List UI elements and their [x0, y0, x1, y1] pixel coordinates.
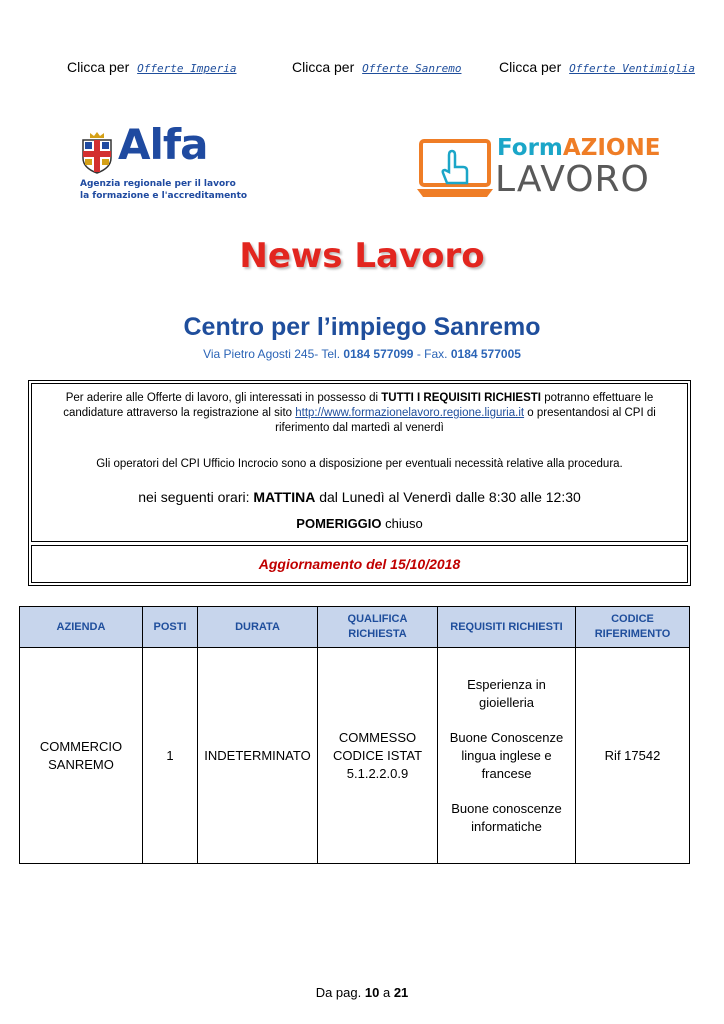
- top-link-sanremo: [292, 59, 461, 75]
- form-text: Form: [497, 135, 563, 161]
- page-footer: [0, 985, 724, 1000]
- cell-requisiti: [438, 648, 576, 864]
- top-links: [0, 59, 724, 79]
- footer-separator: a: [382, 985, 391, 1000]
- update-panel: [31, 545, 688, 583]
- footer-total: 21: [393, 985, 409, 1000]
- header-durata: DURATA: [198, 607, 318, 648]
- formazione-lavoro-logo: [417, 135, 677, 205]
- update-date: Aggiornamento del 15/10/2018: [258, 556, 461, 572]
- alfa-subtitle: [80, 178, 247, 202]
- header-qualifica: QUALIFICA RICHIESTA: [318, 607, 438, 648]
- info-panel: [31, 383, 688, 542]
- info-box: [28, 380, 691, 586]
- telephone-number: 0184 577099: [343, 347, 414, 361]
- requirement-item: Esperienza in gioielleria: [467, 676, 546, 710]
- info-hours-morning: [38, 489, 681, 505]
- requirement-item: Buone Conoscenze lingua inglese e francese: [449, 729, 564, 781]
- info-requirements-emphasis: TUTTI I REQUISITI RICHIESTI: [381, 392, 541, 404]
- info-paragraph-operators: Gli operatori del CPI Ufficio Incrocio sono a disposizione per eventuali necessità relative alla procedura.: [96, 458, 623, 470]
- header-posti: POSTI: [143, 607, 198, 648]
- fax-number: 0184 577005: [450, 347, 521, 361]
- info-text: o presentandosi al CPI di riferimento dal martedì al venerdì: [275, 407, 656, 434]
- azione-text: AZIONE: [562, 135, 661, 161]
- footer-page: 10: [364, 985, 380, 1000]
- alfa-subtitle-line: la formazione e l'accreditamento: [80, 191, 248, 201]
- info-text: dal Lunedì al Venerdì dalle 8:30 alle 12:30: [319, 489, 581, 505]
- job-offers-table: [19, 606, 690, 864]
- liguria-crest-icon: [80, 130, 114, 174]
- afternoon-label: POMERIGGIO: [296, 516, 382, 531]
- info-paragraph-apply: [38, 391, 681, 436]
- centre-address: [0, 347, 724, 361]
- computer-hand-icon: [417, 137, 495, 201]
- footer-prefix: Da pag.: [315, 985, 362, 1000]
- morning-label: MATTINA: [253, 489, 316, 505]
- header-codice: CODICE RIFERIMENTO: [576, 607, 690, 648]
- alfa-wordmark: Alfa: [118, 120, 208, 169]
- alfa-subtitle-line: Agenzia regionale per il lavoro: [80, 179, 236, 189]
- offerte-sanremo-link[interactable]: Offerte Sanremo: [362, 62, 462, 75]
- cell-codice: Rif 17542: [576, 648, 690, 864]
- requirement-item: Buone conoscenze informatiche: [451, 800, 562, 834]
- centre-name: Centro per l’impiego Sanremo: [183, 313, 541, 341]
- page-title: News Lavoro: [239, 236, 485, 276]
- cell-qualifica: COMMESSO CODICE ISTAT 5.1.2.2.0.9: [318, 648, 438, 864]
- top-link-imperia: [67, 59, 236, 75]
- top-link-ventimiglia: [499, 59, 695, 75]
- offerte-imperia-link[interactable]: Offerte Imperia: [137, 62, 237, 75]
- info-hours-afternoon: [38, 516, 681, 531]
- cell-durata: INDETERMINATO: [198, 648, 318, 864]
- formazione-wordmark: [497, 135, 660, 161]
- header-azienda: AZIENDA: [20, 607, 143, 648]
- table-row: [20, 648, 690, 864]
- header-requisiti: REQUISITI RICHIESTI: [438, 607, 576, 648]
- lavoro-wordmark: LAVORO: [495, 159, 650, 200]
- table-header-row: [20, 607, 690, 648]
- info-text: chiuso: [385, 516, 423, 531]
- top-link-prefix: Clicca per: [499, 59, 562, 75]
- info-text: potranno effettuare le candidature attraverso la registrazione al sito: [63, 392, 654, 419]
- alfa-logo: [80, 120, 250, 206]
- info-text: nei seguenti orari:: [138, 489, 250, 505]
- top-link-prefix: Clicca per: [292, 59, 355, 75]
- formazione-lavoro-site-link[interactable]: http://www.formazionelavoro.regione.liguria.it: [295, 407, 525, 419]
- top-link-prefix: Clicca per: [67, 59, 130, 75]
- info-text: Per aderire alle Offerte di lavoro, gli interessati in possesso di: [65, 392, 379, 404]
- offerte-ventimiglia-link[interactable]: Offerte Ventimiglia: [569, 62, 695, 75]
- cell-azienda: COMMERCIO SANREMO: [20, 648, 143, 864]
- address-text: Via Pietro Agosti 245- Tel.: [203, 347, 341, 361]
- cell-posti: 1: [143, 648, 198, 864]
- fax-label: - Fax.: [416, 347, 448, 361]
